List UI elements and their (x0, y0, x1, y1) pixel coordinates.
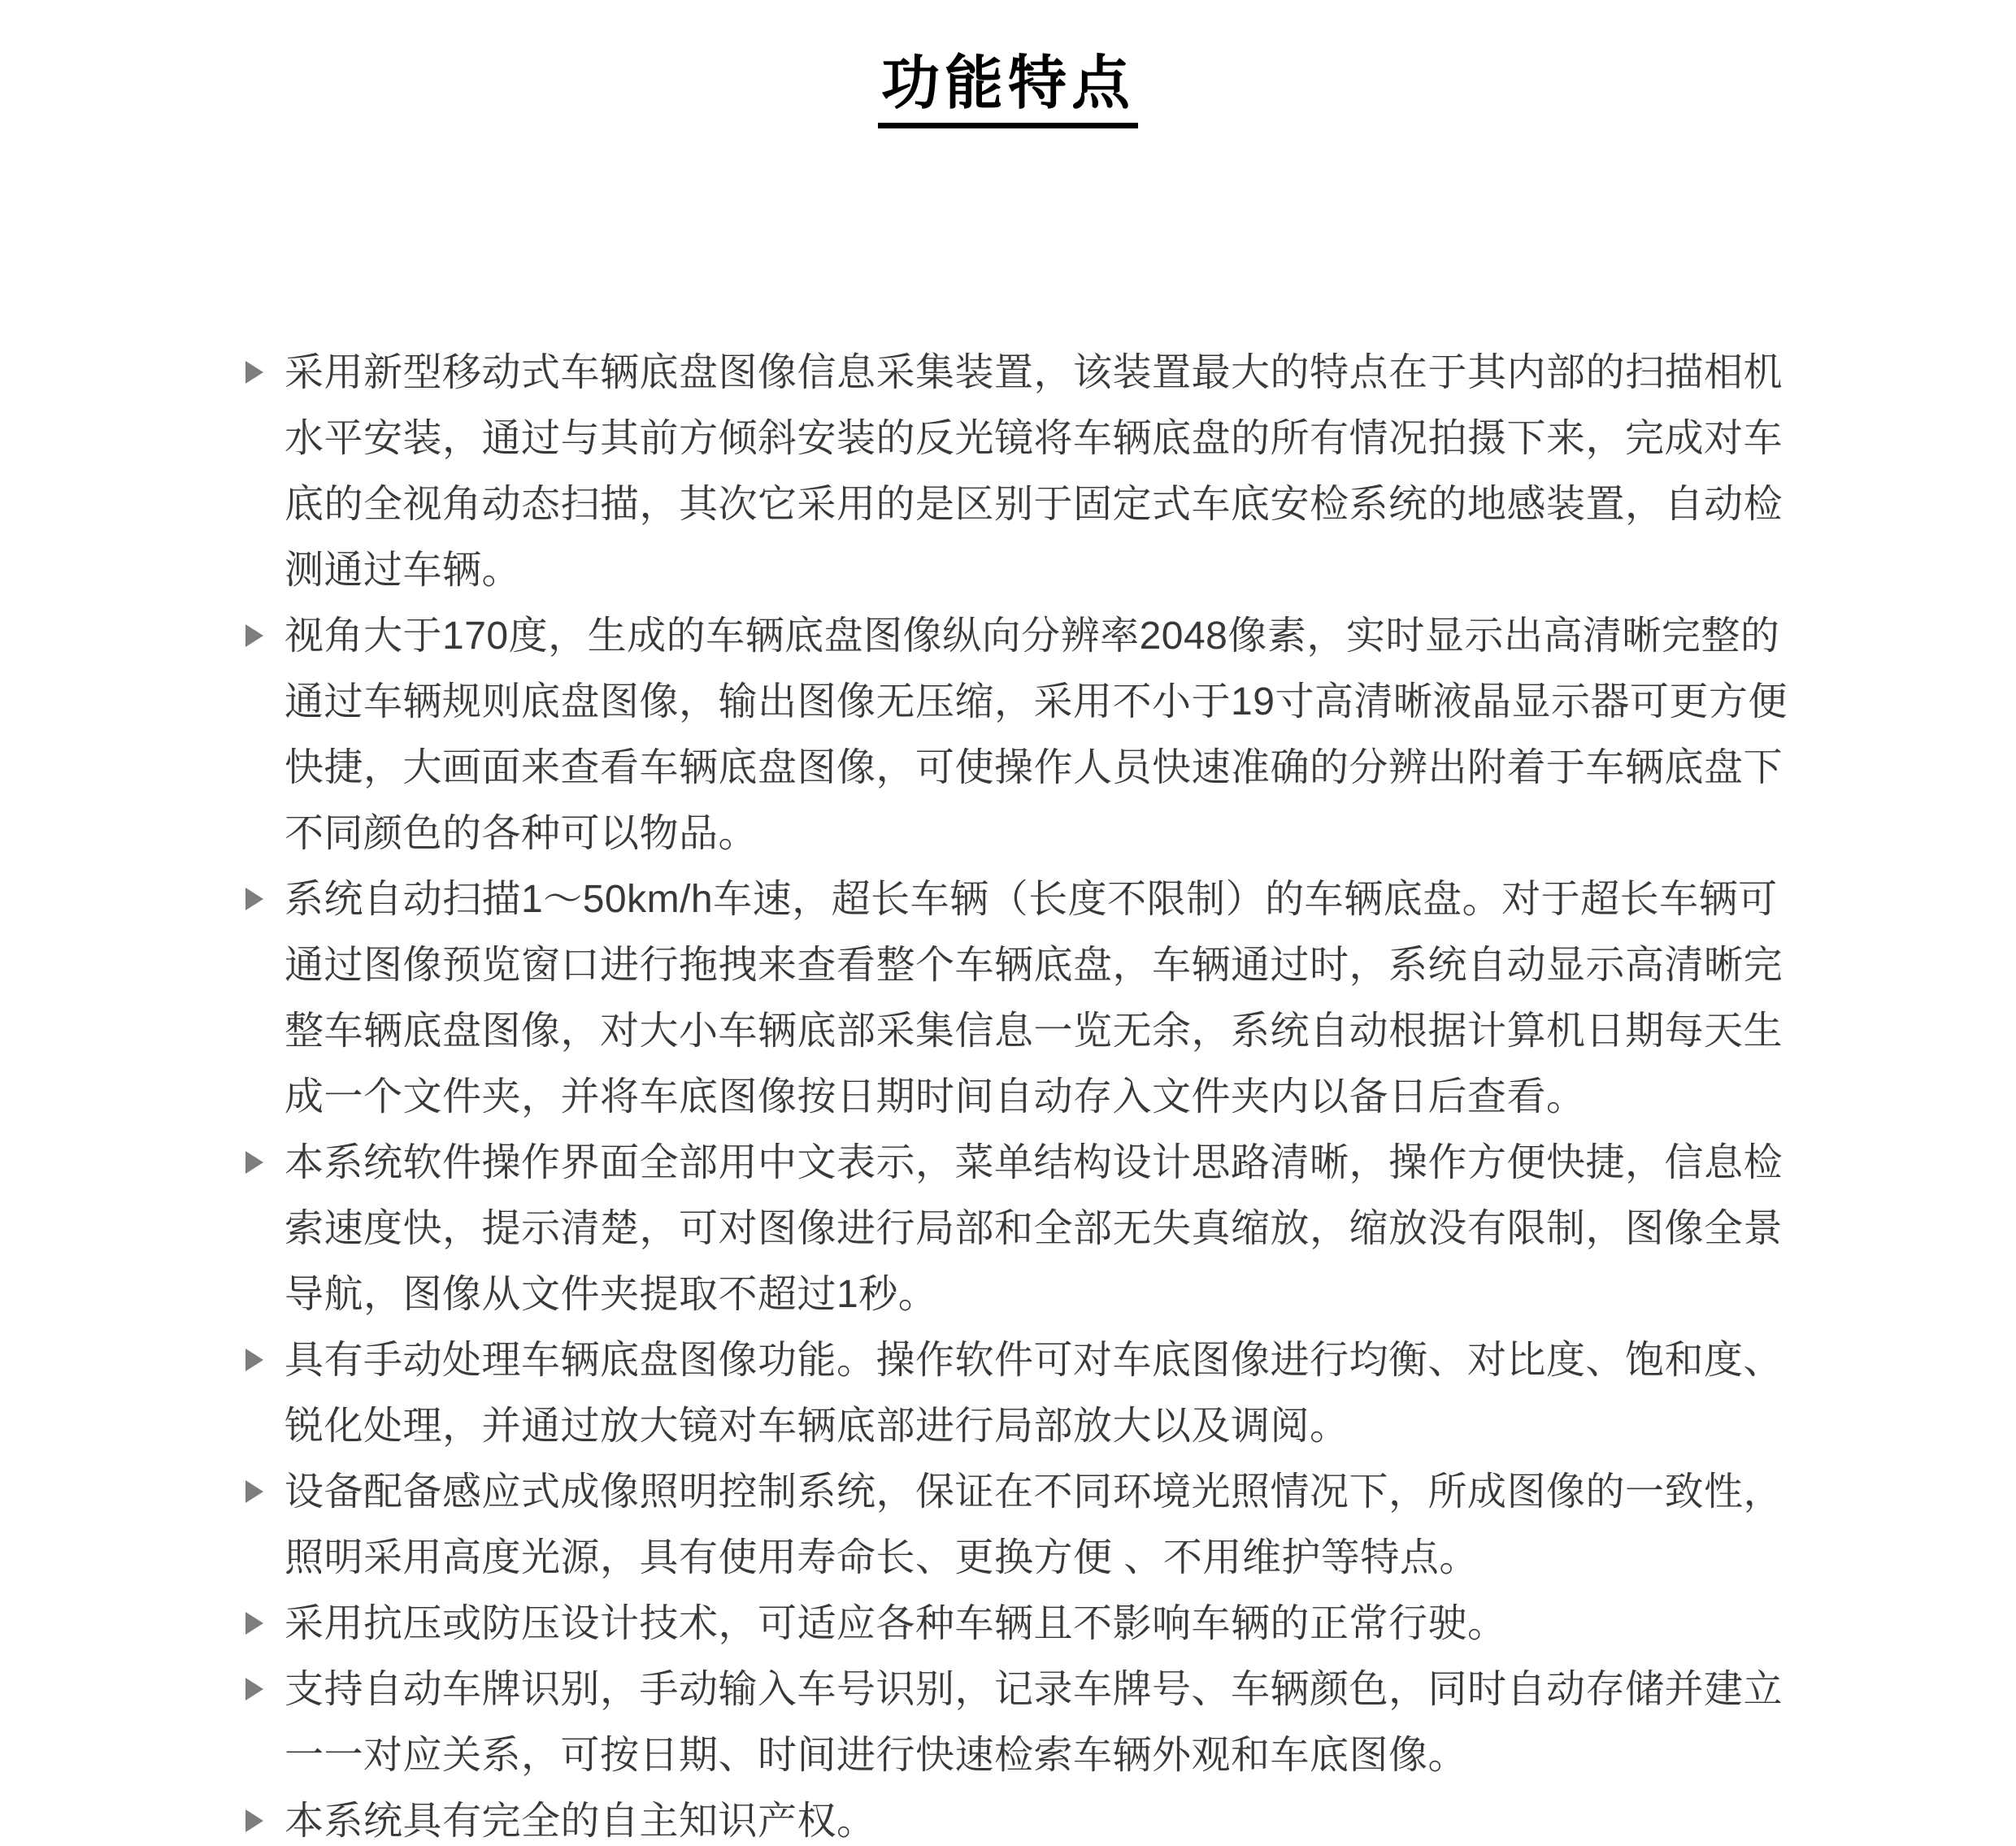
feature-item (244, 603, 1801, 867)
feature-item (244, 1130, 1801, 1327)
triangle-bullet-icon (245, 1151, 263, 1174)
triangle-bullet-icon (245, 1349, 263, 1371)
triangle-bullet-icon (245, 361, 263, 384)
feature-text: 视角大于170度，生成的车辆底盘图像纵向分辨率2048像素，实时显示出高清晰完整的通过车辆规则底盘图像，输出图像无压缩，采用不小于19寸高清晰液晶显示器可更方便快捷，大画面来查看车辆底盘图像，可使操作人员快速准确的分辨出附着于车辆底盘下不同颜色的各种可以物品。 (285, 615, 1788, 856)
triangle-bullet-icon (245, 888, 263, 910)
feature-item (244, 340, 1801, 603)
feature-text: 本系统具有完全的自主知识产权。 (285, 1800, 876, 1844)
page-title: 功能特点 (878, 50, 1138, 128)
feature-text: 采用抗压或防压设计技术，可适应各种车辆且不影响车辆的正常行驶。 (285, 1602, 1507, 1646)
feature-item (244, 1657, 1801, 1788)
feature-item (244, 1459, 1801, 1591)
feature-text: 设备配备感应式成像照明控制系统，保证在不同环境光照情况下，所成图像的一致性，照明采用高度光源，具有使用寿命长、更换方便 、不用维护等特点。 (285, 1470, 1784, 1580)
feature-item (244, 1591, 1801, 1657)
feature-text: 系统自动扫描1～50km/h车速，超长车辆（长度不限制）的车辆底盘。对于超长车辆可通过图像预览窗口进行拖拽来查看整个车辆底盘，车辆通过时，系统自动显示高清晰完整车辆底盘图像，对大小车辆底部采集信息一览无余，系统自动根据计算机日期每天生成一个文件夹，并将车底图像按日期时间自动存入文件夹内以备日后查看。 (285, 878, 1784, 1119)
feature-text: 本系统软件操作界面全部用中文表示，菜单结构设计思路清晰，操作方便快捷，信息检索速度快，提示清楚，可对图像进行局部和全部无失真缩放，缩放没有限制，图像全景导航，图像从文件夹提取不超过1秒。 (285, 1141, 1784, 1317)
feature-item (244, 1327, 1801, 1459)
feature-text: 支持自动车牌识别，手动输入车号识别，记录车牌号、车辆颜色，同时自动存储并建立一一对应关系，可按日期、时间进行快速检索车辆外观和车底图像。 (285, 1668, 1784, 1778)
feature-text: 具有手动处理车辆底盘图像功能。操作软件可对车底图像进行均衡、对比度、饱和度、锐化处理，并通过放大镜对车辆底部进行局部放大以及调阅。 (285, 1339, 1784, 1449)
feature-item (244, 1788, 1801, 1846)
feature-list (244, 340, 1801, 1846)
triangle-bullet-icon (245, 1678, 263, 1700)
feature-text: 采用新型移动式车辆底盘图像信息采集装置，该装置最大的特点在于其内部的扫描相机水平安装，通过与其前方倾斜安装的反光镜将车辆底盘的所有情况拍摄下来，完成对车底的全视角动态扫描，其次它采用的是区别于固定式车底安检系统的地感装置，自动检测通过车辆。 (285, 351, 1784, 593)
triangle-bullet-icon (245, 1612, 263, 1635)
triangle-bullet-icon (245, 1480, 263, 1503)
title-container (0, 0, 2016, 167)
feature-item (244, 867, 1801, 1130)
triangle-bullet-icon (245, 1809, 263, 1832)
triangle-bullet-icon (245, 624, 263, 647)
